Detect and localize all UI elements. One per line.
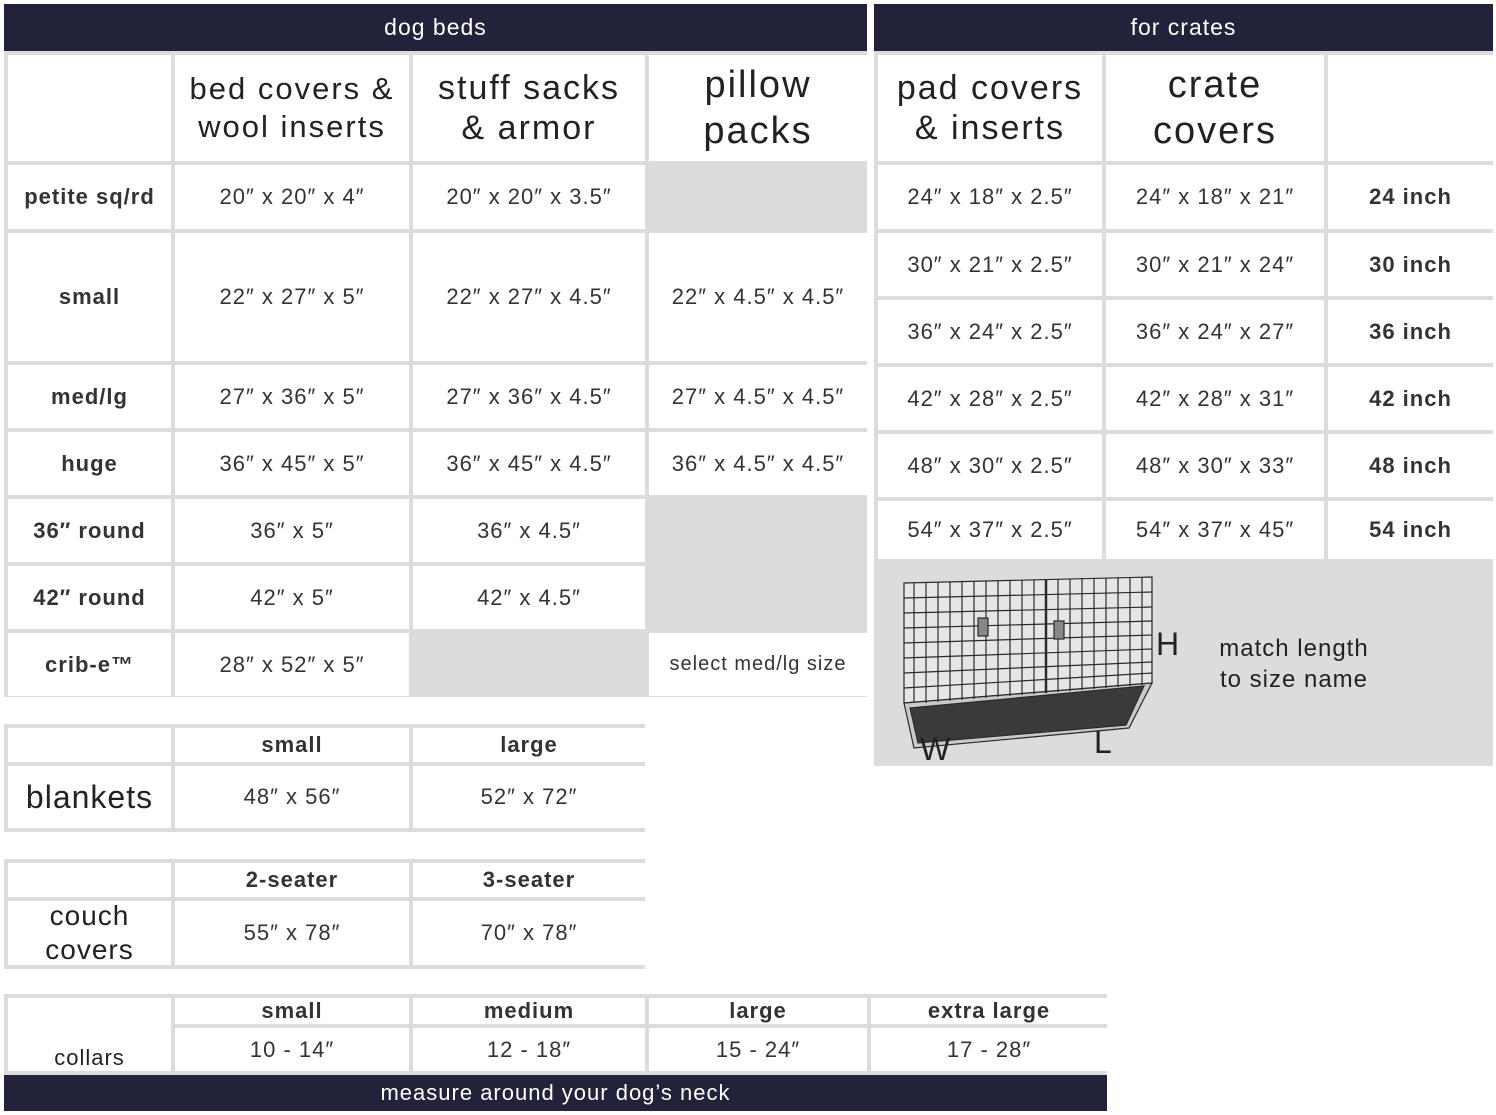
col-header-crate-covers [1106,55,1324,161]
table-cell: 36″ x 24″ x 27″ [1106,300,1324,363]
col-header: 2-seater [175,863,409,897]
crate-illustration [874,563,1180,767]
table-cell: 36″ x 5″ [175,499,409,562]
table-cell: 20″ x 20″ x 3.5″ [413,165,645,229]
table-cell: 54″ x 37″ x 2.5″ [878,501,1102,559]
table-cell: 24″ x 18″ x 21″ [1106,165,1324,229]
table-cell: 36″ x 4.5″ x 4.5″ [649,432,867,495]
col-header-stuff-sacks [413,55,645,161]
table-cell: 36″ x 24″ x 2.5″ [878,300,1102,363]
table-cell: 48″ x 56″ [175,766,409,828]
couch-corner-cell [8,863,171,897]
table-cell: 55″ x 78″ [175,901,409,965]
crate-label-l: L [1094,724,1112,760]
table-cell: 36″ x 45″ x 5″ [175,432,409,495]
col-header: small [175,998,409,1024]
row-label: petite sq/rd [8,165,171,229]
couch-covers-label [8,901,171,965]
row-label: med/lg [8,365,171,428]
col-header: 3-seater [413,863,645,897]
table-cell: 22″ x 27″ x 4.5″ [413,233,645,361]
table-cell: 36″ x 45″ x 4.5″ [413,432,645,495]
table-cell: 70″ x 78″ [413,901,645,965]
table-cell: 36″ x 4.5″ [413,499,645,562]
col-header: medium [413,998,645,1024]
crate-size-label: 24 inch [1328,165,1493,229]
col-header: small [175,728,409,762]
crate-size-label: 48 inch [1328,434,1493,497]
crates-table [874,51,1493,563]
table-cell: 30″ x 21″ x 2.5″ [878,233,1102,296]
table-cell: 17 - 28″ [871,1028,1107,1071]
table-cell: 12 - 18″ [413,1028,645,1071]
col-header-line: wool inserts [198,109,386,144]
couch-covers-table [4,859,645,969]
col-header-pillow-packs [649,55,867,161]
col-header: large [413,728,645,762]
col-header-line: bed covers & [189,71,395,106]
table-cell: 22″ x 4.5″ x 4.5″ [649,233,867,361]
table-cell: 27″ x 4.5″ x 4.5″ [649,365,867,428]
col-header-line: packs [703,110,813,152]
dog-beds-corner-cell [8,55,171,161]
table-cell: 10 - 14″ [175,1028,409,1071]
table-cell: 22″ x 27″ x 5″ [175,233,409,361]
col-header-pad-covers [878,55,1102,161]
table-cell: 42″ x 28″ x 31″ [1106,367,1324,430]
table-cell: 42″ x 4.5″ [413,566,645,629]
crate-size-label: 36 inch [1328,300,1493,363]
table-cell: 52″ x 72″ [413,766,645,828]
crate-label-h: H [1156,626,1180,662]
row-label: crib-e™ [8,633,171,696]
crate-size-label: 30 inch [1328,233,1493,296]
row-label: 36″ round [8,499,171,562]
col-header: large [649,998,867,1024]
dog-beds-table [4,51,867,697]
empty-cell [649,499,867,562]
note-line: to size name [1219,666,1369,693]
crate-size-note [1204,633,1384,695]
table-cell: 28″ x 52″ x 5″ [175,633,409,696]
col-header-line: pillow [704,64,812,106]
col-header-line: covers [1153,110,1277,152]
table-cell: select med/lg size [649,633,867,696]
blankets-label: blankets [8,766,171,828]
col-header-bed-covers [175,55,409,161]
blankets-table [4,724,645,832]
crate-size-label: 54 inch [1328,501,1493,559]
empty-cell [649,165,867,229]
table-cell: 48″ x 30″ x 33″ [1106,434,1324,497]
col-header-line: & armor [461,109,597,147]
table-cell: 48″ x 30″ x 2.5″ [878,434,1102,497]
row-label: 42″ round [8,566,171,629]
crate-size-label: 42 inch [1328,367,1493,430]
table-cell: 24″ x 18″ x 2.5″ [878,165,1102,229]
table-cell: 30″ x 21″ x 24″ [1106,233,1324,296]
blankets-corner-cell [8,728,171,762]
crates-corner-cell [1328,55,1493,161]
crate-label-w: W [920,731,951,767]
collars-table [4,994,1107,1075]
note-line: match length [1219,635,1369,662]
col-header-line: crate [1167,64,1263,106]
table-cell: 54″ x 37″ x 45″ [1106,501,1324,559]
crate-illustration-panel [874,563,1493,766]
col-header-line: & inserts [914,109,1066,147]
row-label: small [8,233,171,361]
empty-cell [413,633,645,696]
label-line: covers [45,934,134,965]
col-header-line: stuff sacks [438,69,620,107]
crates-header: for crates [874,4,1493,51]
collars-footer: measure around your dog’s neck [4,1075,1107,1111]
empty-cell [649,566,867,629]
dog-beds-header: dog beds [4,4,867,51]
collars-label: collars [8,998,171,1071]
table-cell: 42″ x 28″ x 2.5″ [878,367,1102,430]
label-line: couch [49,900,130,931]
table-cell: 27″ x 36″ x 4.5″ [413,365,645,428]
table-cell: 20″ x 20″ x 4″ [175,165,409,229]
table-cell: 42″ x 5″ [175,566,409,629]
row-label: huge [8,432,171,495]
table-cell: 15 - 24″ [649,1028,867,1071]
col-header-line: pad covers [896,69,1084,107]
col-header: extra large [871,998,1107,1024]
table-cell: 27″ x 36″ x 5″ [175,365,409,428]
